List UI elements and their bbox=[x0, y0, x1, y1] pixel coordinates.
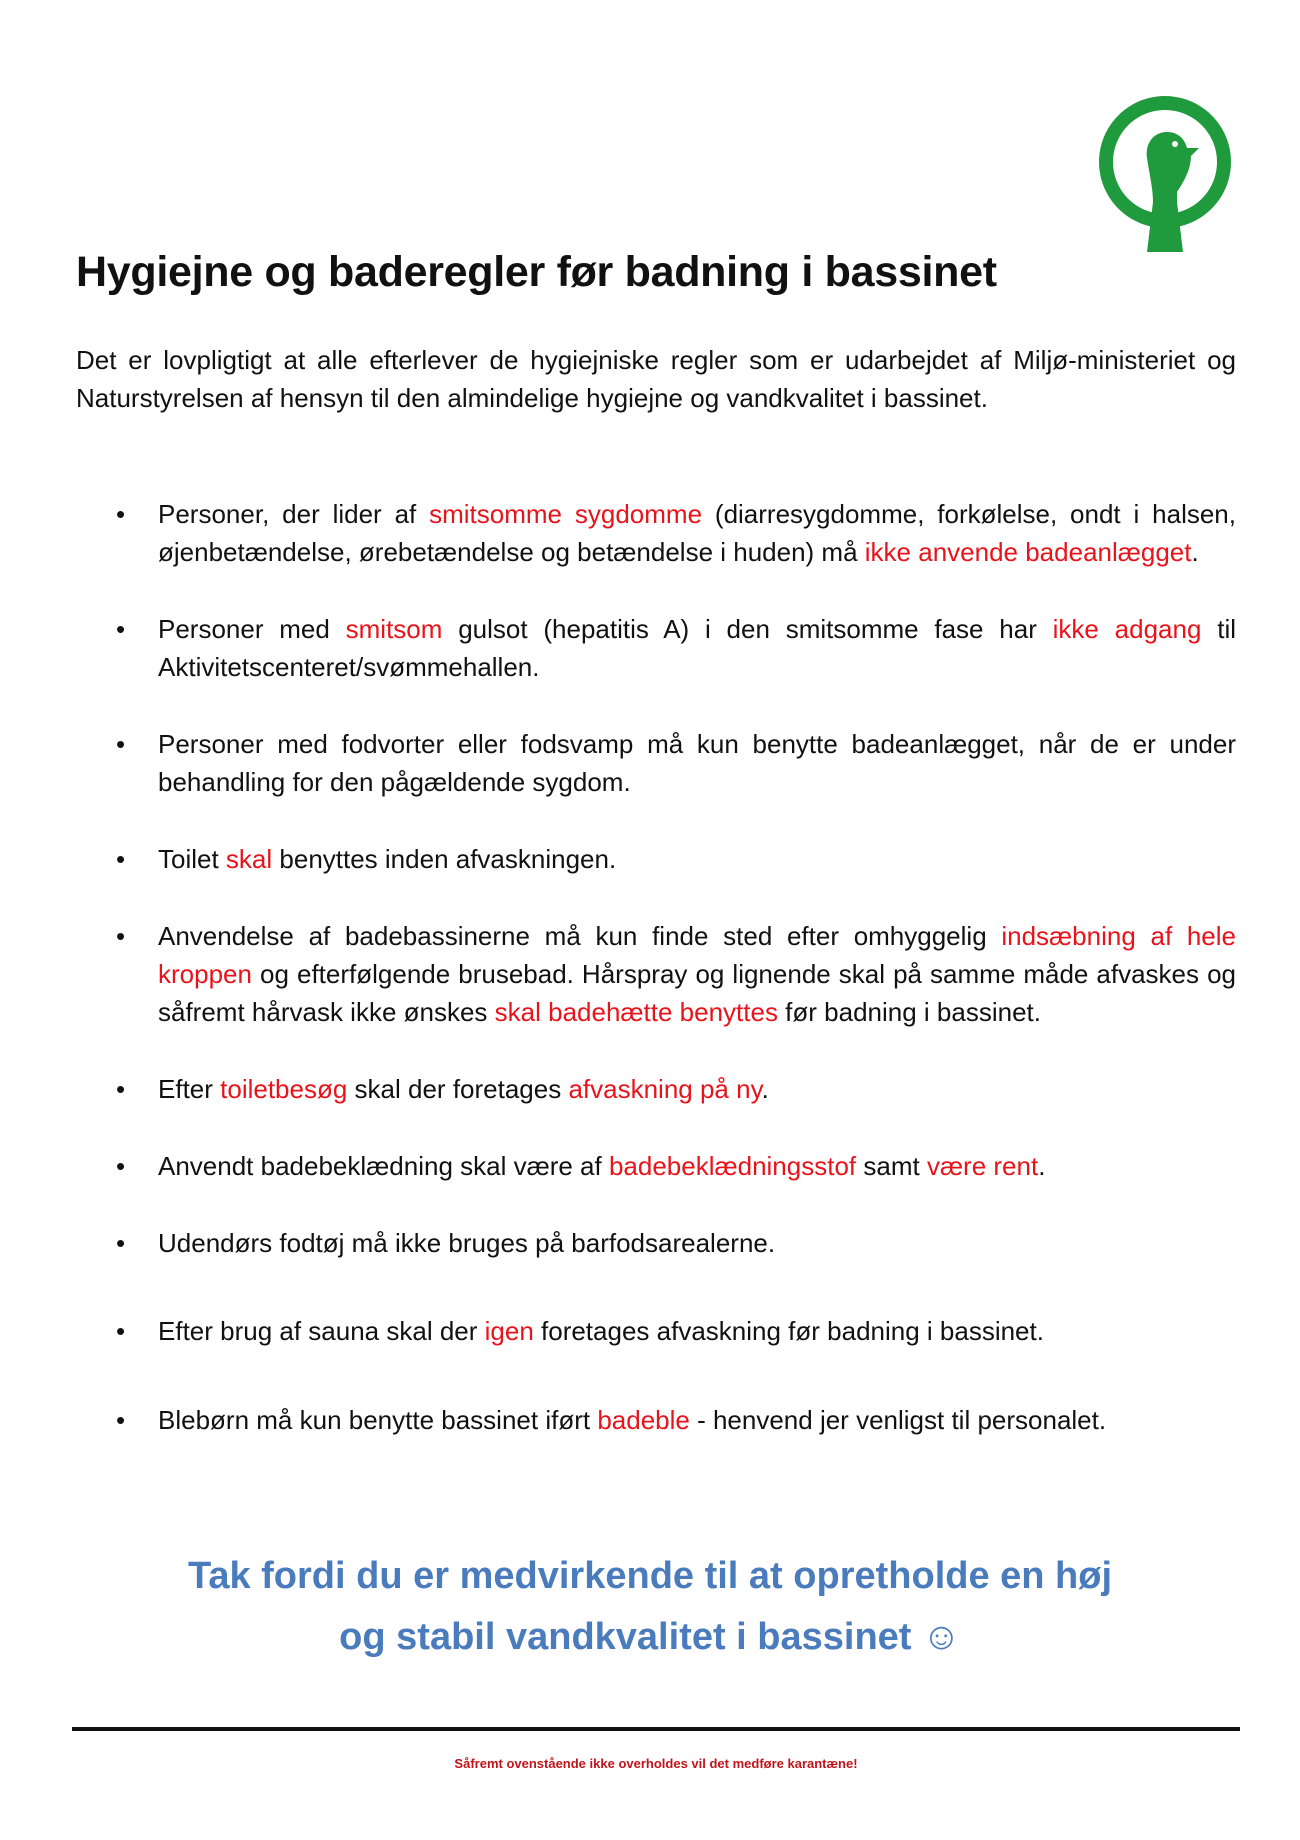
bullet-icon: • bbox=[116, 1316, 126, 1346]
rule-text-segment: til Aktivitetscenteret/svømmehallen. bbox=[158, 614, 1236, 682]
list-item bbox=[76, 1070, 1236, 1108]
rule-text-segment: Personer med fodvorter eller fodsvamp må kun benytte badeanlægget, når de er under behandling for den pågældende sygdom. bbox=[158, 729, 1236, 797]
rules-list bbox=[76, 495, 1236, 1439]
bullet-icon: • bbox=[116, 1074, 126, 1104]
rule-text-segment: gulsot (hepatitis A) i den smitsomme fase har bbox=[442, 614, 1053, 644]
rule-text bbox=[158, 844, 616, 874]
rule-text bbox=[158, 499, 1236, 567]
list-item bbox=[76, 917, 1236, 1031]
rule-text-segment: . bbox=[1191, 537, 1199, 567]
highlighted-text: indsæbning af hele kroppen bbox=[158, 921, 1237, 989]
rule-text-segment: før badning i bassinet. bbox=[777, 997, 1041, 1027]
bullet-icon: • bbox=[116, 1151, 126, 1181]
rule-text bbox=[158, 1074, 769, 1104]
highlighted-text: badeble bbox=[597, 1405, 690, 1435]
rule-text bbox=[158, 1228, 775, 1258]
highlighted-text: igen bbox=[484, 1316, 534, 1346]
rule-text-segment: Toilet bbox=[158, 844, 226, 874]
list-item bbox=[76, 1147, 1236, 1185]
list-item bbox=[76, 1224, 1236, 1262]
rule-text-segment: og efterfølgende brusebad. Hårspray og lignende skal på samme måde afvaskes og såfremt hårvask ikke ønskes bbox=[158, 959, 1236, 1027]
rule-text-segment: Personer med bbox=[158, 614, 346, 644]
rule-text-segment: samt bbox=[856, 1151, 927, 1181]
rule-text-segment: Blebørn må kun benytte bassinet iført bbox=[158, 1405, 598, 1435]
list-item bbox=[76, 725, 1236, 801]
rule-text-segment: benyttes inden afvaskningen. bbox=[272, 844, 617, 874]
list-item bbox=[76, 610, 1236, 686]
highlighted-text: afvaskning på ny bbox=[568, 1074, 762, 1104]
rule-text-segment: foretages afvaskning før badning i bassinet. bbox=[533, 1316, 1044, 1346]
bullet-icon: • bbox=[116, 921, 126, 951]
highlighted-text: smitsomme sygdomme bbox=[429, 499, 703, 529]
page-title: Hygiejne og baderegler før badning i bassinet bbox=[76, 248, 997, 296]
bullet-icon: • bbox=[116, 729, 126, 759]
bullet-icon: • bbox=[116, 1405, 126, 1435]
thank-you-message bbox=[60, 1546, 1240, 1668]
list-item bbox=[76, 840, 1236, 878]
list-item bbox=[76, 1401, 1236, 1439]
bullet-icon: • bbox=[116, 1228, 126, 1258]
highlighted-text: ikke anvende badeanlægget bbox=[864, 537, 1192, 567]
highlighted-text: skal badehætte benyttes bbox=[494, 997, 778, 1027]
highlighted-text: skal bbox=[225, 844, 273, 874]
list-item bbox=[76, 1312, 1236, 1350]
rule-text-segment: (diarresygdomme, forkølelse, ondt i halsen, øjenbetændelse, ørebetændelse og betændelse i huden) må bbox=[158, 499, 1236, 567]
list-item bbox=[76, 495, 1236, 571]
rule-text-segment: Anvendt badebeklædning skal være af bbox=[158, 1151, 609, 1181]
highlighted-text: være rent bbox=[926, 1151, 1039, 1181]
rule-text-segment: Anvendelse af badebassinerne må kun finde sted efter omhyggelig bbox=[158, 921, 1002, 951]
thank-you-line-2: og stabil vandkvalitet i bassinet ☺ bbox=[339, 1616, 961, 1658]
rule-text bbox=[158, 614, 1236, 682]
rule-text-segment: Efter brug af sauna skal der bbox=[158, 1316, 485, 1346]
rule-text bbox=[158, 1151, 1045, 1181]
highlighted-text: ikke adgang bbox=[1052, 614, 1202, 644]
bullet-icon: • bbox=[116, 614, 126, 644]
rule-text-segment: skal der foretages bbox=[347, 1074, 569, 1104]
rule-text-segment: Personer, der lider af bbox=[158, 499, 430, 529]
highlighted-text: toiletbesøg bbox=[220, 1074, 348, 1104]
rule-text bbox=[158, 1405, 1106, 1435]
rule-text-segment: Efter bbox=[158, 1074, 221, 1104]
rule-text bbox=[158, 1316, 1044, 1346]
bullet-icon: • bbox=[116, 499, 126, 529]
rule-text bbox=[158, 729, 1236, 797]
divider bbox=[72, 1727, 1240, 1731]
thank-you-line-1: Tak fordi du er medvirkende til at opretholde en høj bbox=[187, 1555, 1113, 1597]
footer-warning: Såfremt ovenstående ikke overholdes vil det medføre karantæne! bbox=[454, 1756, 858, 1771]
highlighted-text: smitsom bbox=[345, 614, 443, 644]
highlighted-text: badebeklædningsstof bbox=[608, 1151, 857, 1181]
rule-text-segment: . bbox=[1038, 1151, 1046, 1181]
rule-text-segment: - henvend jer venligst til personalet. bbox=[689, 1405, 1107, 1435]
intro-paragraph: Det er lovpligtigt at alle efterlever de hygiejniske regler som er udarbejdet af Miljø-ministeriet og Naturstyrelsen af hensyn til den almindelige hygiejne og vandkvalitet i bassinet. bbox=[76, 345, 1236, 413]
rule-text-segment: Udendørs fodtøj må ikke bruges på barfodsarealerne. bbox=[158, 1228, 776, 1258]
bird-in-ring-logo-icon bbox=[1095, 92, 1235, 252]
rule-text-segment: . bbox=[761, 1074, 769, 1104]
rule-text bbox=[158, 921, 1236, 1027]
bullet-icon: • bbox=[116, 844, 126, 874]
